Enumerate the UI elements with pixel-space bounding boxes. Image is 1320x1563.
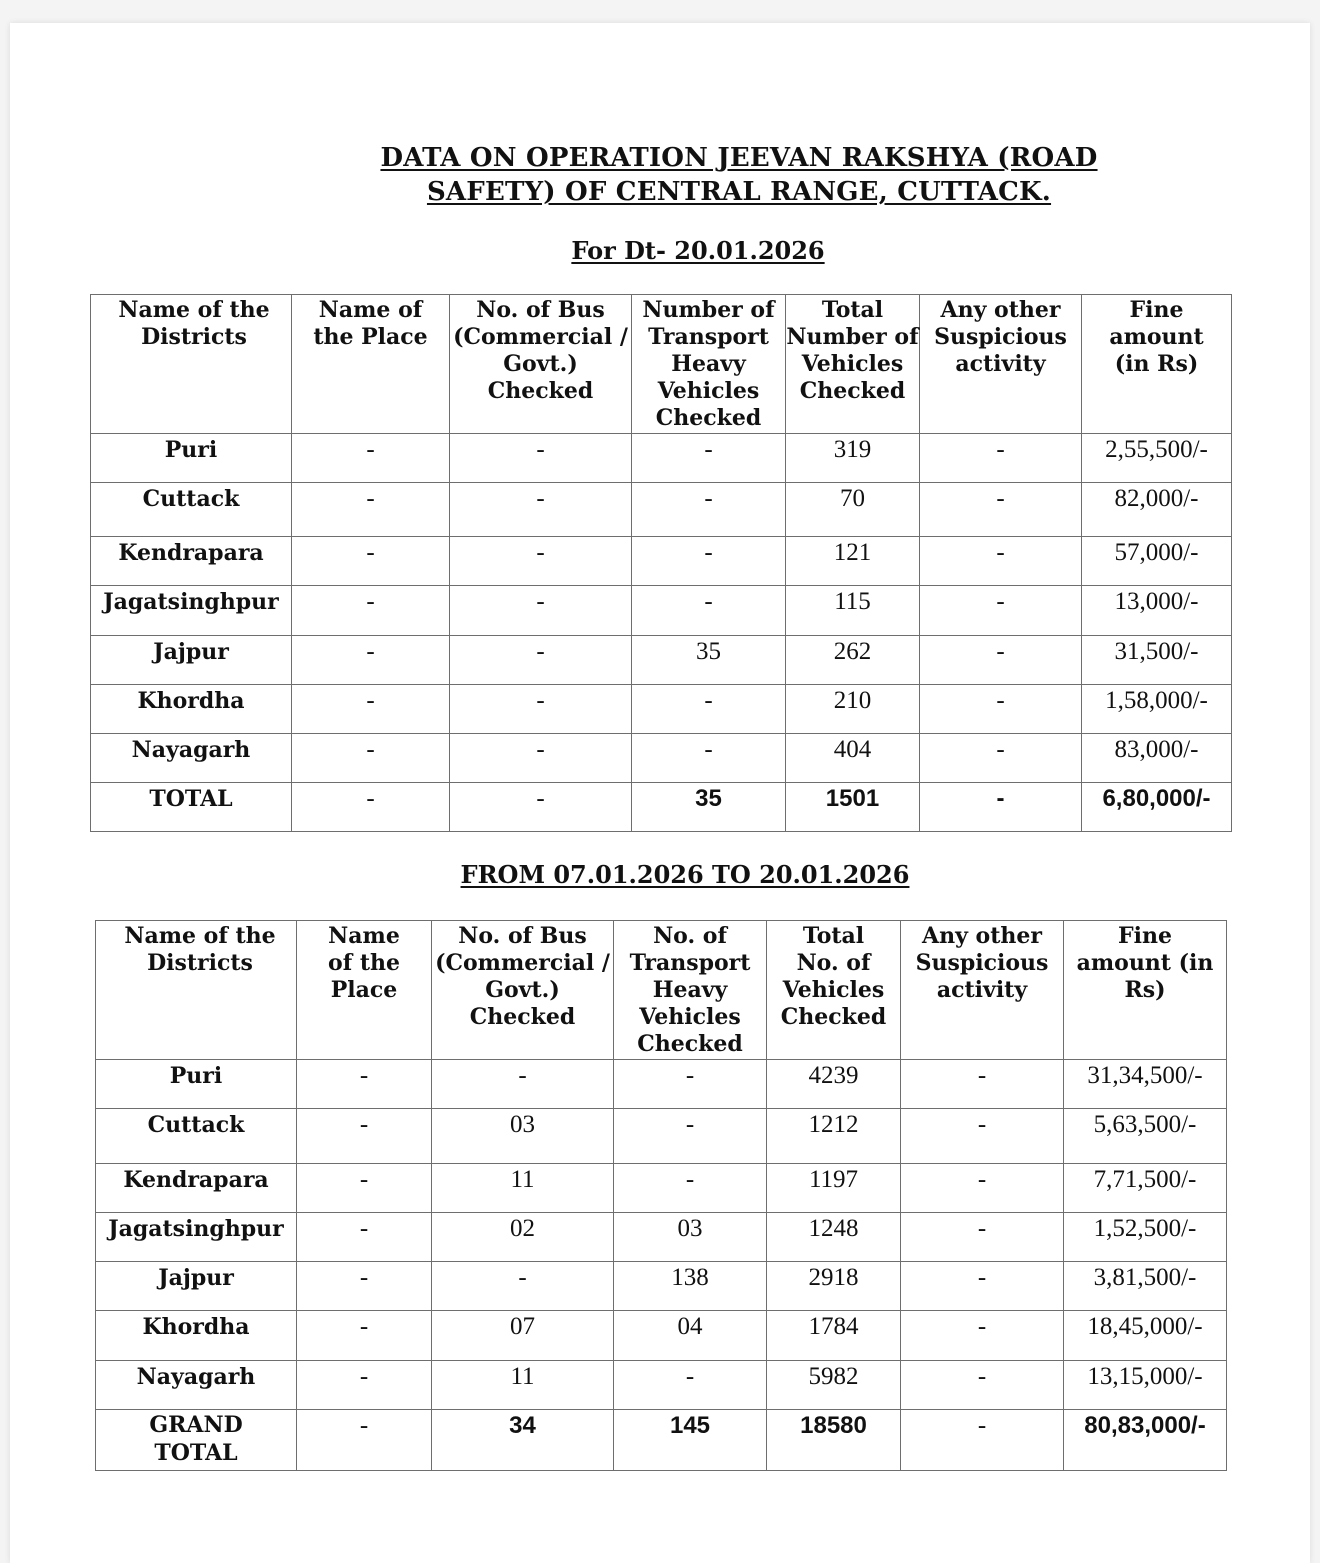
district-name: Jagatsinghpur bbox=[91, 586, 292, 636]
header-suspicious: Any other Suspicious activity bbox=[920, 295, 1082, 434]
place-cell: - bbox=[297, 1164, 432, 1213]
total-cell: 4239 bbox=[767, 1060, 901, 1109]
bus-cell: - bbox=[450, 685, 632, 734]
table-row bbox=[96, 1361, 1227, 1410]
suspicious-cell: - bbox=[901, 1060, 1064, 1109]
fine-cell: 1,58,000/- bbox=[1082, 685, 1232, 734]
place-cell: - bbox=[292, 636, 450, 685]
header-heavy-vehicles: Number of Transport Heavy Vehicles Checked bbox=[632, 295, 786, 434]
fine-cell: 18,45,000/- bbox=[1064, 1311, 1227, 1361]
heavy-cell: 138 bbox=[614, 1262, 767, 1311]
district-name: Puri bbox=[96, 1060, 297, 1109]
place-cell: - bbox=[292, 483, 450, 537]
bus-cell: 07 bbox=[432, 1311, 614, 1361]
total-cell: 5982 bbox=[767, 1361, 901, 1410]
header-suspicious: Any other Suspicious activity bbox=[901, 921, 1064, 1060]
place-cell: - bbox=[297, 1213, 432, 1262]
bus-cell: - bbox=[450, 783, 632, 832]
bus-cell: - bbox=[450, 434, 632, 483]
fine-cell: 1,52,500/- bbox=[1064, 1213, 1227, 1262]
fine-cell: 5,63,500/- bbox=[1064, 1109, 1227, 1164]
grand-total-label: GRAND TOTAL bbox=[96, 1410, 297, 1471]
vehicles-total: 1501 bbox=[786, 783, 920, 832]
place-cell: - bbox=[297, 1109, 432, 1164]
district-name: Khordha bbox=[91, 685, 292, 734]
daily-subtitle: For Dt- 20.01.2026 bbox=[571, 236, 825, 265]
place-cell: - bbox=[292, 685, 450, 734]
fine-cell: 82,000/- bbox=[1082, 483, 1232, 537]
heavy-cell: - bbox=[614, 1164, 767, 1213]
fine-cell: 2,55,500/- bbox=[1082, 434, 1232, 483]
bus-cell: - bbox=[450, 586, 632, 636]
table-row bbox=[96, 1213, 1227, 1262]
suspicious-cell: - bbox=[920, 537, 1082, 586]
title-line-2: SAFETY) OF CENTRAL RANGE, CUTTACK. bbox=[426, 177, 1052, 207]
header-bus: No. of Bus (Commercial / Govt.) Checked bbox=[432, 921, 614, 1060]
heavy-cell: 03 bbox=[614, 1213, 767, 1262]
suspicious-cell: - bbox=[920, 586, 1082, 636]
district-name: Puri bbox=[91, 434, 292, 483]
table-row bbox=[96, 1164, 1227, 1213]
heavy-cell: - bbox=[632, 434, 786, 483]
header-total-vehicles: Total No. of Vehicles Checked bbox=[767, 921, 901, 1060]
total-row bbox=[91, 783, 1232, 832]
table-row bbox=[91, 434, 1232, 483]
heavy-cell: - bbox=[632, 483, 786, 537]
fine-cell: 3,81,500/- bbox=[1064, 1262, 1227, 1311]
district-name: Cuttack bbox=[91, 483, 292, 537]
bus-cell: - bbox=[450, 483, 632, 537]
suspicious-cell: - bbox=[920, 734, 1082, 783]
suspicious-cell: - bbox=[920, 636, 1082, 685]
bus-cell: 11 bbox=[432, 1164, 614, 1213]
table-row bbox=[91, 537, 1232, 586]
total-cell: 121 bbox=[786, 537, 920, 586]
document-title bbox=[0, 141, 1320, 209]
heavy-cell: - bbox=[632, 734, 786, 783]
table-row bbox=[91, 734, 1232, 783]
district-name: Nayagarh bbox=[91, 734, 292, 783]
fine-total: 80,83,000/- bbox=[1064, 1410, 1227, 1471]
suspicious-cell: - bbox=[901, 1361, 1064, 1410]
vehicles-total: 18580 bbox=[767, 1410, 901, 1471]
bus-cell: - bbox=[450, 734, 632, 783]
table-row bbox=[91, 586, 1232, 636]
table-row bbox=[91, 483, 1232, 537]
document-page bbox=[10, 23, 1310, 1563]
heavy-cell: - bbox=[632, 537, 786, 586]
total-cell: 115 bbox=[786, 586, 920, 636]
heavy-cell: 04 bbox=[614, 1311, 767, 1361]
district-name: Kendrapara bbox=[96, 1164, 297, 1213]
table-row bbox=[91, 685, 1232, 734]
daily-table bbox=[90, 294, 1232, 832]
suspicious-cell: - bbox=[901, 1410, 1064, 1471]
place-cell: - bbox=[292, 586, 450, 636]
heavy-cell: - bbox=[632, 586, 786, 636]
bus-cell: 03 bbox=[432, 1109, 614, 1164]
fine-cell: 31,34,500/- bbox=[1064, 1060, 1227, 1109]
place-cell: - bbox=[297, 1262, 432, 1311]
heavy-cell: - bbox=[614, 1361, 767, 1410]
grand-total-row bbox=[96, 1410, 1227, 1471]
total-cell: 319 bbox=[786, 434, 920, 483]
fine-cell: 7,71,500/- bbox=[1064, 1164, 1227, 1213]
total-cell: 1197 bbox=[767, 1164, 901, 1213]
header-districts: Name of the Districts bbox=[91, 295, 292, 434]
place-cell: - bbox=[292, 434, 450, 483]
bus-cell: - bbox=[432, 1060, 614, 1109]
total-cell: 1784 bbox=[767, 1311, 901, 1361]
place-cell: - bbox=[297, 1410, 432, 1471]
title-line-1: DATA ON OPERATION JEEVAN RAKSHYA (ROAD bbox=[380, 143, 1098, 173]
header-place: Name of the Place bbox=[297, 921, 432, 1060]
suspicious-cell: - bbox=[920, 685, 1082, 734]
header-fine: Fine amount (in Rs) bbox=[1064, 921, 1227, 1060]
total-cell: 404 bbox=[786, 734, 920, 783]
place-cell: - bbox=[297, 1361, 432, 1410]
district-name: Jajpur bbox=[96, 1262, 297, 1311]
table-row bbox=[91, 636, 1232, 685]
place-cell: - bbox=[297, 1311, 432, 1361]
place-cell: - bbox=[292, 734, 450, 783]
total-cell: 70 bbox=[786, 483, 920, 537]
total-cell: 210 bbox=[786, 685, 920, 734]
total-label: TOTAL bbox=[91, 783, 292, 832]
table-row bbox=[96, 1109, 1227, 1164]
header-bus: No. of Bus (Commercial / Govt.) Checked bbox=[450, 295, 632, 434]
bus-cell: - bbox=[450, 537, 632, 586]
header-heavy-vehicles: No. of Transport Heavy Vehicles Checked bbox=[614, 921, 767, 1060]
fine-cell: 31,500/- bbox=[1082, 636, 1232, 685]
bus-cell: 02 bbox=[432, 1213, 614, 1262]
suspicious-cell: - bbox=[920, 434, 1082, 483]
bus-cell: - bbox=[432, 1262, 614, 1311]
fine-cell: 83,000/- bbox=[1082, 734, 1232, 783]
table-header-row bbox=[91, 295, 1232, 434]
suspicious-cell: - bbox=[920, 783, 1082, 832]
header-districts: Name of the Districts bbox=[96, 921, 297, 1060]
table-row bbox=[96, 1262, 1227, 1311]
suspicious-cell: - bbox=[901, 1164, 1064, 1213]
heavy-cell: - bbox=[614, 1109, 767, 1164]
heavy-total: 35 bbox=[632, 783, 786, 832]
total-cell: 1212 bbox=[767, 1109, 901, 1164]
total-cell: 2918 bbox=[767, 1262, 901, 1311]
bus-cell: 11 bbox=[432, 1361, 614, 1410]
heavy-cell: 35 bbox=[632, 636, 786, 685]
district-name: Cuttack bbox=[96, 1109, 297, 1164]
district-name: Kendrapara bbox=[91, 537, 292, 586]
district-name: Jajpur bbox=[91, 636, 292, 685]
total-cell: 1248 bbox=[767, 1213, 901, 1262]
suspicious-cell: - bbox=[901, 1262, 1064, 1311]
table-row bbox=[96, 1311, 1227, 1361]
place-cell: - bbox=[297, 1060, 432, 1109]
district-name: Nayagarh bbox=[96, 1361, 297, 1410]
suspicious-cell: - bbox=[901, 1311, 1064, 1361]
district-name: Jagatsinghpur bbox=[96, 1213, 297, 1262]
table-row bbox=[96, 1060, 1227, 1109]
bus-cell: - bbox=[450, 636, 632, 685]
fine-cell: 13,000/- bbox=[1082, 586, 1232, 636]
fine-cell: 57,000/- bbox=[1082, 537, 1232, 586]
header-place: Name of the Place bbox=[292, 295, 450, 434]
cumulative-subtitle: FROM 07.01.2026 TO 20.01.2026 bbox=[460, 860, 910, 889]
header-total-vehicles: Total Number of Vehicles Checked bbox=[786, 295, 920, 434]
suspicious-cell: - bbox=[901, 1213, 1064, 1262]
suspicious-cell: - bbox=[920, 483, 1082, 537]
table-header-row bbox=[96, 921, 1227, 1060]
cumulative-table bbox=[95, 920, 1227, 1471]
district-name: Khordha bbox=[96, 1311, 297, 1361]
total-cell: 262 bbox=[786, 636, 920, 685]
bus-total: 34 bbox=[432, 1410, 614, 1471]
heavy-cell: - bbox=[614, 1060, 767, 1109]
header-fine: Fine amount (in Rs) bbox=[1082, 295, 1232, 434]
place-cell: - bbox=[292, 537, 450, 586]
heavy-cell: - bbox=[632, 685, 786, 734]
fine-total: 6,80,000/- bbox=[1082, 783, 1232, 832]
place-cell: - bbox=[292, 783, 450, 832]
heavy-total: 145 bbox=[614, 1410, 767, 1471]
fine-cell: 13,15,000/- bbox=[1064, 1361, 1227, 1410]
suspicious-cell: - bbox=[901, 1109, 1064, 1164]
